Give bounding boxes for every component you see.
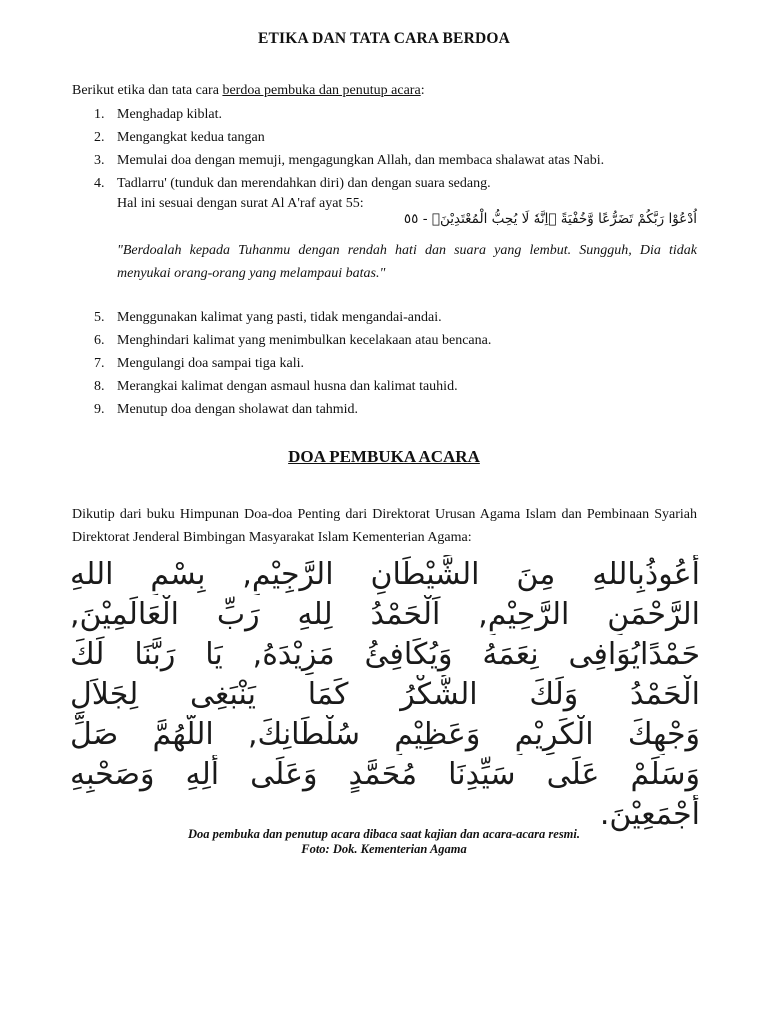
list-item <box>72 103 697 126</box>
list-item-number: 4. <box>94 176 105 191</box>
list-item-text: Merangkai kalimat dengan asmaul husna dan kalimat tauhid. <box>117 379 458 394</box>
image-caption <box>0 827 768 857</box>
list-item-text: Menghadap kiblat. <box>117 107 222 122</box>
list-item <box>72 352 697 375</box>
list-item-number: 8. <box>94 379 105 394</box>
intro-underlined: berdoa pembuka dan penutup acara <box>222 83 421 98</box>
list-item-number: 6. <box>94 333 105 348</box>
list-item-text: Menghindari kalimat yang menimbulkan kecelakaan atau bencana. <box>117 333 492 348</box>
list-item-text: Menggunakan kalimat yang pasti, tidak mengandai-andai. <box>117 310 442 325</box>
list-item-text: Mengangkat kedua tangan <box>117 130 265 145</box>
prayer-line: الْحَمْدُ وَلَكَ الشُّكْرُ كَمَا يَنْبَغِى لِجَلاَلِ <box>70 677 700 712</box>
verse-translation: "Berdoalah kepada Tuhanmu dengan rendah hati dan suara yang lembut. Sungguh, Dia tidak menyukai orang-orang yang melampaui batas." <box>117 243 697 281</box>
prayer-line: حَمْدًايُوَافِى نِعَمَهُ وَيُكَافِئُ مَزِيْدَهُ, يَا رَبَّنَا لَكَ <box>70 637 700 672</box>
arabic-prayer <box>70 555 700 835</box>
prayer-line: الرَّحْمَنِ الرَّحِيْمِ, اَلْحَمْدُ لِلهِ رَبِّ الْعَالَمِيْنَ, <box>70 597 700 632</box>
intro-prefix: Berikut etika dan tata cara <box>72 83 223 98</box>
list-item <box>72 306 697 329</box>
prayer-line: أَجْمَعِيْنَ. <box>599 797 700 832</box>
intro-text <box>72 83 425 99</box>
list-item-text: Menutup doa dengan sholawat dan tahmid. <box>117 402 359 417</box>
list-item-number: 9. <box>94 402 105 417</box>
list-item <box>72 172 697 195</box>
list-item <box>72 329 697 352</box>
arabic-verse: اُدْعُوْا رَبَّكُمْ تَضَرُّعًا وَّخُفْيَةً ۗاِنَّهٗ لَا يُحِبُّ الْمُعْتَدِيْنَۚ - ٥٥ <box>403 211 697 227</box>
list-item <box>72 375 697 398</box>
etiquette-list-part-1 <box>72 103 697 195</box>
list-item-number: 1. <box>94 107 105 122</box>
etiquette-list-part-2 <box>72 306 697 421</box>
prayer-line: وَسَلِّمْ عَلَى سَيِّدِنَا مُحَمَّدٍ وَعَلَى أَلِهِ وَصَحْبِهِ <box>70 757 700 792</box>
list-item-number: 2. <box>94 130 105 145</box>
list-item-text: Memulai doa dengan memuji, mengagungkan Allah, dan membaca shalawat atas Nabi. <box>117 153 605 168</box>
caption-line-2: Foto: Dok. Kementerian Agama <box>301 842 467 856</box>
prayer-line: وَجْهِكَ الْكَرِيْمِ وَعَظِيْمِ سُلْطَانِكَ, اللَّهُمَّ صَلِّ <box>70 717 700 752</box>
intro-suffix: : <box>420 83 425 98</box>
prayer-line: أَعُوذُبِاللهِ مِنَ الشَّيْطَانِ الرَّجِيْمِ, بِسْمِ اللهِ <box>70 557 700 592</box>
section-heading-text: DOA PEMBUKA ACARA <box>288 447 480 466</box>
list-item-text: Mengulangi doa sampai tiga kali. <box>117 356 305 371</box>
list-item-number: 3. <box>94 153 105 168</box>
list-item <box>72 149 697 172</box>
list-item <box>72 126 697 149</box>
section-heading <box>0 447 768 467</box>
list-item <box>72 398 697 421</box>
caption-line-1: Doa pembuka dan penutup acara dibaca saat kajian dan acara-acara resmi. <box>187 827 581 841</box>
verse-reference: Hal ini sesuai dengan surat Al A'raf ayat 55: <box>117 196 364 211</box>
page-title: ETIKA DAN TATA CARA BERDOA <box>257 30 511 47</box>
list-item-number: 5. <box>94 310 105 325</box>
list-item-text: Tadlarru' (tunduk dan merendahkan diri) dan dengan suara sedang. <box>117 176 491 191</box>
source-paragraph: Dikutip dari buku Himpunan Doa-doa Penting dari Direktorat Urusan Agama Islam dan Pembinaan Syariah Direktorat Jenderal Bimbingan Masyarakat Islam Kementerian Agama: <box>72 507 697 545</box>
list-item-number: 7. <box>94 356 105 371</box>
